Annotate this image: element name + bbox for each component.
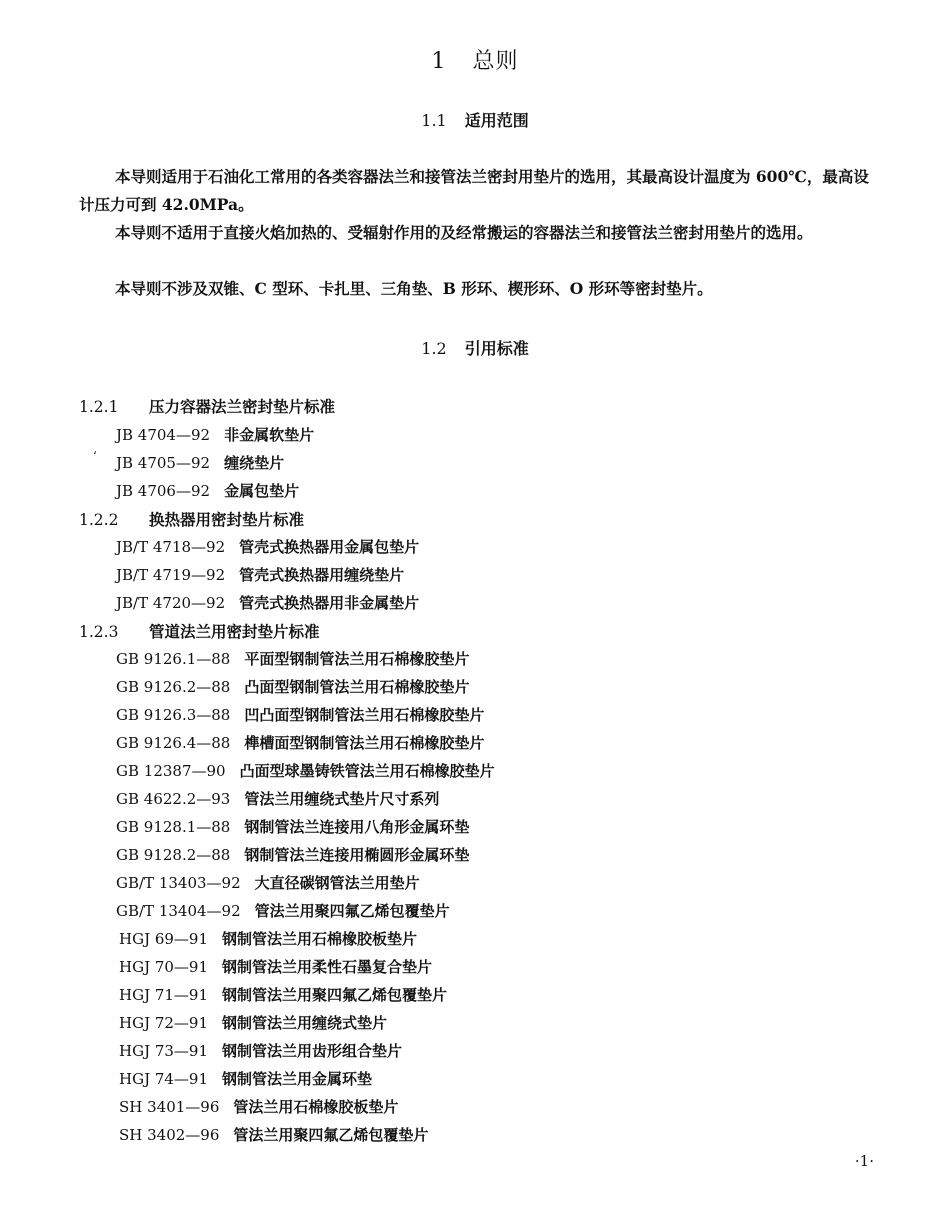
- section-number: 1.2: [421, 339, 447, 358]
- chapter-number: 1: [431, 49, 447, 74]
- subsection-heading: [79, 395, 335, 417]
- standard-name: 榫槽面型钢制管法兰用石棉橡胶垫片: [244, 734, 485, 752]
- standard-item: [116, 536, 419, 557]
- standard-item: [119, 1068, 372, 1089]
- standard-name: 钢制管法兰用石棉橡胶板垫片: [222, 930, 418, 948]
- standard-code: GB 9126.4—88: [116, 734, 231, 752]
- standard-code: HGJ 72—91: [119, 1014, 209, 1032]
- standard-code: GB/T 13403—92: [116, 874, 241, 892]
- standard-code: GB 9126.1—88: [116, 650, 231, 668]
- standard-name: 钢制管法兰用缠绕式垫片: [222, 1014, 388, 1032]
- standard-code: JB/T 4720—92: [116, 594, 226, 612]
- standard-name: 平面型钢制管法兰用石棉橡胶垫片: [244, 650, 470, 668]
- standard-name: 钢制管法兰用齿形组合垫片: [222, 1042, 403, 1060]
- standard-item: [116, 844, 469, 865]
- chapter-title: 总则: [472, 49, 519, 74]
- standard-name: 凸面型钢制管法兰用石棉橡胶垫片: [244, 678, 470, 696]
- standard-name: 管法兰用聚四氟乙烯包覆垫片: [233, 1126, 429, 1144]
- standard-name: 凸面型球墨铸铁管法兰用石棉橡胶垫片: [239, 762, 495, 780]
- standard-name: 非金属软垫片: [224, 426, 315, 444]
- standard-name: 管壳式换热器用金属包垫片: [239, 538, 420, 556]
- page-number: ·1·: [854, 1152, 874, 1170]
- subsection-number: 1.2.2: [79, 511, 119, 529]
- section-title: 适用范围: [464, 111, 529, 130]
- subsection-number: 1.2.1: [79, 398, 119, 416]
- standard-code: HGJ 70—91: [119, 958, 209, 976]
- scan-mark: ‘: [93, 449, 97, 463]
- standard-code: GB 9126.2—88: [116, 678, 231, 696]
- standard-code: HGJ 71—91: [119, 986, 209, 1004]
- standard-item: [116, 452, 284, 473]
- standard-name: 管壳式换热器用缠绕垫片: [239, 566, 405, 584]
- standard-item: [116, 788, 439, 809]
- standard-item: [116, 592, 419, 613]
- chapter-heading: [0, 44, 950, 75]
- subsection-title: 换热器用密封垫片标准: [149, 510, 305, 529]
- standard-code: JB 4705—92: [116, 454, 211, 472]
- standard-name: 管壳式换热器用非金属垫片: [239, 594, 420, 612]
- standard-name: 管法兰用聚四氟乙烯包覆垫片: [254, 902, 450, 920]
- standard-code: SH 3401—96: [119, 1098, 220, 1116]
- standard-item: [116, 872, 420, 893]
- standard-code: HGJ 69—91: [119, 930, 209, 948]
- standard-name: 管法兰用石棉橡胶板垫片: [233, 1098, 399, 1116]
- section-heading-1-1: [0, 108, 950, 131]
- standard-item: [119, 1012, 387, 1033]
- standard-code: GB 9128.1—88: [116, 818, 231, 836]
- standard-code: HGJ 74—91: [119, 1070, 209, 1088]
- standard-item: [119, 1040, 402, 1061]
- standard-name: 金属包垫片: [224, 482, 300, 500]
- standard-name: 管法兰用缠绕式垫片尺寸系列: [244, 790, 440, 808]
- standard-item: [116, 564, 404, 585]
- paragraph: 本导则不适用于直接火焰加热的、受辐射作用的及经常搬运的容器法兰和接管法兰密封用垫片的选用。: [115, 223, 813, 242]
- standard-item: [119, 984, 447, 1005]
- standard-name: 缠绕垫片: [224, 454, 285, 472]
- section-number: 1.1: [421, 111, 447, 130]
- standard-item: [116, 704, 484, 725]
- standard-item: [116, 732, 484, 753]
- standard-name: 大直径碳钢管法兰用垫片: [254, 874, 420, 892]
- section-heading-1-2: [0, 336, 950, 359]
- paragraph: 本导则适用于石油化工常用的各类容器法兰和接管法兰密封用垫片的选用，其最高设计温度为 600℃，最高设计压力可到 42.0MPa。: [79, 167, 869, 214]
- subsection-heading: [79, 620, 320, 642]
- standard-code: GB 12387—90: [116, 762, 226, 780]
- standard-item: [116, 648, 469, 669]
- standard-name: 钢制管法兰用柔性石墨复合垫片: [222, 958, 433, 976]
- standard-code: JB/T 4718—92: [116, 538, 226, 556]
- standard-name: 钢制管法兰用金属环垫: [222, 1070, 373, 1088]
- standard-name: 钢制管法兰连接用八角形金属环垫: [244, 818, 470, 836]
- standard-item: [116, 760, 495, 781]
- standard-item: [119, 956, 432, 977]
- standard-code: GB 9128.2—88: [116, 846, 231, 864]
- standard-code: SH 3402—96: [119, 1126, 220, 1144]
- standard-code: JB 4704—92: [116, 426, 211, 444]
- standard-item: [119, 928, 417, 949]
- standard-item: [116, 900, 450, 921]
- standard-item: [116, 816, 469, 837]
- standard-code: GB/T 13404—92: [116, 902, 241, 920]
- subsection-title: 压力容器法兰密封垫片标准: [149, 397, 336, 416]
- paragraph: 本导则不涉及双锥、C 型环、卡扎里、三角垫、B 形环、楔形环、O 形环等密封垫片。: [115, 279, 713, 298]
- standard-code: JB/T 4719—92: [116, 566, 226, 584]
- standard-item: [119, 1124, 428, 1145]
- standard-code: GB 4622.2—93: [116, 790, 231, 808]
- section-title: 引用标准: [464, 339, 529, 358]
- standard-item: [119, 1096, 398, 1117]
- subsection-title: 管道法兰用密封垫片标准: [149, 622, 320, 641]
- standard-code: JB 4706—92: [116, 482, 211, 500]
- subsection-heading: [79, 508, 304, 530]
- standard-name: 钢制管法兰用聚四氟乙烯包覆垫片: [222, 986, 448, 1004]
- standard-name: 凹凸面型钢制管法兰用石棉橡胶垫片: [244, 706, 485, 724]
- standard-item: [116, 676, 469, 697]
- standard-item: [116, 480, 299, 501]
- subsection-number: 1.2.3: [79, 623, 119, 641]
- standard-code: GB 9126.3—88: [116, 706, 231, 724]
- standard-name: 钢制管法兰连接用椭圆形金属环垫: [244, 846, 470, 864]
- standard-code: HGJ 73—91: [119, 1042, 209, 1060]
- standard-item: [116, 424, 314, 445]
